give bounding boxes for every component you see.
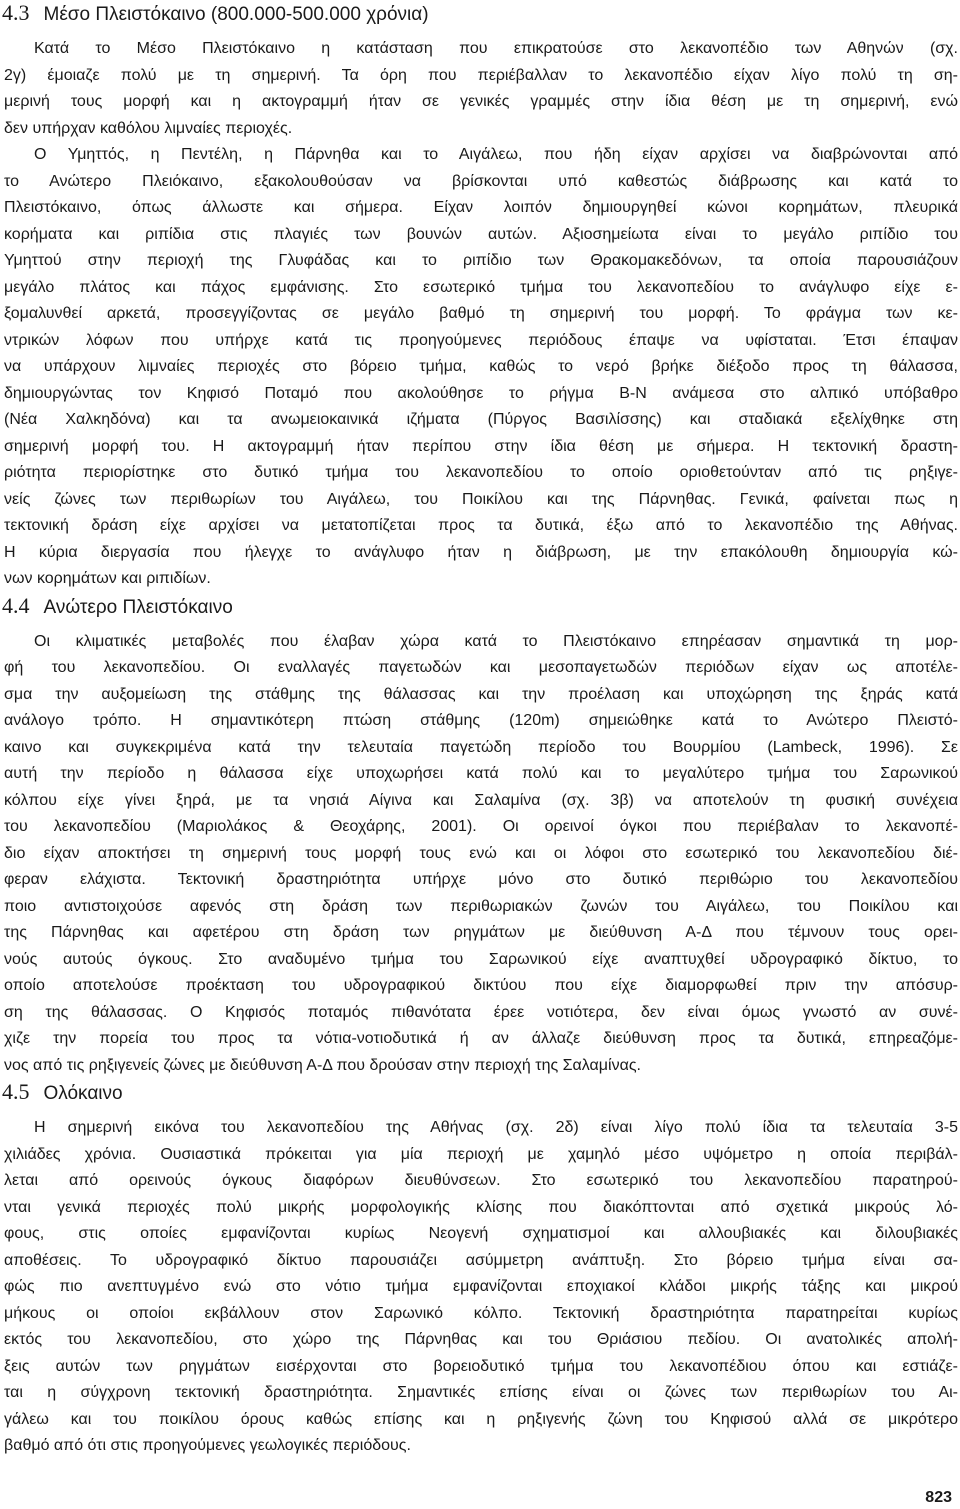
text-line: σημερινή μορφή του. Η ακτογραμμή ήταν περίπου στην ίδια θέση με σήμερα. Η τεκτονική δραστη- (4, 437, 958, 455)
text-line: φώς πιο ανεπτυγμένο ενώ στο νότιο τμήμα εμφανίζονται εποχιακοί κλάδοι μικρής τάξης και μικρού (4, 1278, 958, 1295)
text-line: νούς αυτούς όγκους. Στο αναδυμένο τμήμα του Σαρωνικού είχε αναπτυχθεί υδρογραφικό δίκτυο, το (4, 950, 958, 968)
text-line: γάλεω και του ποικίλου όρους καθώς επίσης και η ρηξιγενής ζώνη του Κηφισού αλλά σε μικρότερο (4, 1410, 958, 1428)
text-line: λεται από ορεινούς όγκους διαφόρων διευθύνσεων. Στο εσωτερικό του λεκανοπεδίου παρατηρού- (4, 1172, 958, 1189)
text-line: χιζε την πορεία του προς τα νότια-νοτιοδυτικά ή αν άλλαζε διεύθυνση προς τα δυτικά, επηρεαζόμε- (4, 1030, 958, 1047)
text-line: δημιουργώντας τον Κηφισό Ποταμό που ακολούθησε το ρήγμα Β-Ν ανάμεσα στο αλπικό υπόβαθρο (4, 384, 958, 402)
text-line: καινο και συγκεκριμένα κατά την τελευταία παγετώδη περίοδο του Βουρμίου (Lambeck, 1996). Σε (4, 738, 958, 756)
text-line: μερινή τους μορφή και η ακτογραμμή ήταν σε γενικές γραμμές στην ίδια θέση με τη σημερινή, ενώ (4, 93, 958, 110)
section-4-5 (0, 1079, 960, 1460)
text-line: 2γ) έμοιαζε πολύ με τη σημερινή. Τα όρη που περιέβαλλαν το λεκανοπέδιο είχαν λίγο πολύ τη ση- (4, 66, 958, 84)
text-line: κορήματα και ριπίδια στις πλαγιές των βουνών αυτών. Αξιοσημείωτα είναι το μεγάλο ριπίδιο του (4, 225, 958, 243)
section-title: Μέσο Πλειστόκαινο (800.000-500.000 χρόνια) (43, 4, 429, 25)
text-line: Η σημερινή εικόνα του λεκανοπεδίου της Αθήνας (σχ. 2δ) είναι λίγο πολύ ίδια τα τελευταία 3-5 (34, 1119, 958, 1136)
text-line: κόλπου είχε γίνει ξηρά, με τα νησιά Αίγινα και Σαλαμίνα (σχ. 3β) να αποτελούν τη φυσική συνέχεια (4, 791, 958, 809)
text-line: τεκτονική δράση είχε αρχίσει να μετατοπίζεται προς τα δυτικά, έξω από το λεκανοπέδιο της Αθήνας. (4, 517, 958, 534)
section-heading (0, 0, 960, 36)
section-number: 4.5 (2, 1079, 30, 1104)
section-heading (0, 1079, 960, 1115)
text-line: Κατά το Μέσο Πλειστόκαινο η κατάσταση που επικρατούσε στο λεκανοπέδιο των Αθηνών (σχ. (34, 40, 958, 57)
text-line: σμα την αυξομείωση της στάθμης της θάλασσας και την προέλαση και υποχώρηση της ξηράς κατά (4, 685, 958, 703)
section-title: Ολόκαινο (43, 1083, 123, 1104)
text-line: μήκους οι οποίοι εκβάλλουν στον Σαρωνικό κόλπο. Τεκτονική δραστηριότητα παρατηρείται κυρίως (4, 1304, 958, 1322)
text-line: αυτή την περίοδο η θάλασσα είχε υποχωρήσει κατά πολύ και το μεγαλύτερο τμήμα του Σαρωνικού (4, 765, 958, 782)
section-title: Ανώτερο Πλειστόκαινο (43, 596, 233, 618)
text-line: βαθμό από ότι στις προηγούμενες γεωλογικές περιόδους. (4, 1437, 411, 1454)
text-line: αποθέσεις. Το υδρογραφικό δίκτυο παρουσιάζει ασύμμετρη ανάπτυξη. Στο βόρειο τμήμα είναι σα- (4, 1251, 958, 1269)
text-line: νων κορημάτων και ριπιδίων. (4, 570, 211, 587)
text-line: Πλειστόκαινο, όπως άλλωστε και σήμερα. Είχαν λοιπόν δημιουργηθεί κώνοι κορημάτων, πλευρικά (4, 199, 958, 216)
text-line: το Ανώτερο Πλειόκαινο, εξακολουθούσαν να βρίσκονται υπό καθεστώς διάβρωσης και κατά το (4, 172, 958, 190)
text-line: νείς ζώνες των περιθωρίων του Αιγάλεω, του Ποικίλου και της Πάρνηθας. Γενικά, φαίνεται πως η (4, 490, 958, 508)
text-line: δεν υπήρχαν καθόλου λιμναίες περιοχές. (4, 119, 293, 137)
text-line: να υπάρχουν λιμναίες περιοχές στο βόρειο τμήμα, καθώς το νερό βρήκε διέξοδο προς τη θάλασσα, (4, 358, 958, 375)
section-number: 4.3 (2, 0, 30, 25)
text-line: Η κύρια διεργασία που ήλεγχε το ανάγλυφο ήταν η διάβρωση, με την επακόλουθη δημιουργία κώ- (4, 543, 958, 561)
section-heading (0, 593, 960, 629)
section-body (0, 629, 960, 1080)
section-body (0, 36, 960, 593)
section-4-3 (0, 0, 960, 593)
text-line: φεραν ελάχιστα. Τεκτονική δραστηριότητα υπήρχε μόνο στο δυτικό περιθώριο του λεκανοπεδίου (4, 871, 958, 888)
text-line: χιλιάδες χρόνια. Ουσιαστικά πρόκειται για μία περιοχή με χαμηλό μέσο υψόμετρο η οποία περιβάλ- (4, 1145, 958, 1163)
text-line: οποίο αποτελούσε προέκταση του υδρογραφικού δικτύου που είχε διαμορφωθεί πριν την απόσυρ- (4, 977, 958, 994)
section-number: 4.4 (2, 592, 30, 618)
page-number: 823 (925, 1489, 952, 1506)
section-4-4 (0, 593, 960, 1080)
text-line: της Πάρνηθας και αφετέρου στη δράση των ρηγμάτων με διεύθυνση Α-Δ που τέμνουν τους ορει- (4, 924, 958, 941)
text-line: Ο Υμηττός, η Πεντέλη, η Πάρνηθα και το Αιγάλεω, που ήδη είχαν αρχίσει να διαβρώνονται από (34, 146, 958, 163)
text-line: διο είχαν αποκτήσει τη σημερινή τους μορφή τους ενώ και οι λόφοι στο εσωτερικό του λεκανοπεδίου διέ- (4, 844, 958, 862)
text-line: φή του λεκανοπεδίου. Οι εναλλαγές παγετωδών και μεσοπαγετωδών περιόδων είχαν ως αποτέλε- (4, 659, 958, 676)
text-line: ποιο αντιστοιχούσε αφενός στη δράση των περιθωριακών ζωνών του Αιγάλεω, του Ποικίλου και (4, 897, 958, 915)
text-line: ντρικών λόφων που υπήρχε κατά τις προηγούμενες περιόδους έπαψε να υφίσταται. Έτσι έπαψαν (4, 331, 958, 349)
text-line: ξομαλυνθεί αρκετά, προσεγγίζοντας σε μεγάλο βαθμό τη σημερινή του μορφή. Το φράγμα των κε- (4, 305, 958, 322)
text-line: νος από τις ρηξιγενείς ζώνες με διεύθυνση Α-Δ που δρούσαν στην περιοχή της Σαλαμίνας. (4, 1056, 641, 1074)
text-line: ξεις αυτών των ρηγμάτων εισέρχονται στο βορειοδυτικό τμήμα του λεκανοπέδιου όπου και εστιάζε- (4, 1357, 958, 1375)
text-line: ται η σύγχρονη τεκτονική δραστηριότητα. Σημαντικές επίσης είναι οι ζώνες των περιθωρίων του Αι- (4, 1384, 958, 1401)
section-body (0, 1115, 960, 1460)
text-line: ση της θάλασσας. Ο Κηφισός ποταμός πιθανότατα έρεε νοτιότερα, δεν είναι όμως γνωστό αν συνέ- (4, 1003, 958, 1021)
text-line: φους, στις οποίες εμφανίζονται κυρίως Νεογενή σχηματισμοί και αλλουβιακές και διλουβιακές (4, 1225, 958, 1242)
text-line: νται γενικά περιοχές πολύ μικρής μορφολογικής κλίσης που διακόπτονται από σχετικά μικρούς λό- (4, 1198, 958, 1216)
text-line: μεγάλο πλάτος και πάχος εμφάνισης. Στο εσωτερικό τμήμα του λεκανοπεδίου το ανάγλυφο είχε ε- (4, 278, 958, 296)
text-line: του λεκανοπεδίου (Μαριολάκος & Θεοχάρης, 2001). Οι ορεινοί όγκοι που περιέβαλαν το λεκανοπέ- (4, 818, 958, 835)
text-line: ανάλογο τρόπο. Η σημαντικότερη πτώση στάθμης (120m) σημειώθηκε κατά το Ανώτερο Πλειστό- (4, 712, 958, 729)
text-line: ριότητα περιορίστηκε στο δυτικό τμήμα του λεκανοπεδίου το οποίο οριοθετούνταν από τις ρηξιγε- (4, 464, 958, 481)
text-line: (Νέα Χαλκηδόνα) και τα ανωμειοκαινικά ιζήματα (Πύργος Βασιλίσσης) και σταδιακά εξελίχθηκε στη (4, 411, 958, 428)
text-line: εκτός του λεκανοπεδίου, στο χώρο της Πάρνηθας και του Θριάσιου πεδίου. Οι ανατολικές απολή- (4, 1331, 958, 1348)
text-line: Υμηττού στην περιοχή της Γλυφάδας και το ριπίδιο των Θρακομακεδόνων, τα οποία παρουσιάζουν (4, 252, 958, 269)
text-line: Οι κλιματικές μεταβολές που έλαβαν χώρα κατά το Πλειστόκαινο επηρέασαν σημαντικά τη μορ- (34, 632, 958, 650)
